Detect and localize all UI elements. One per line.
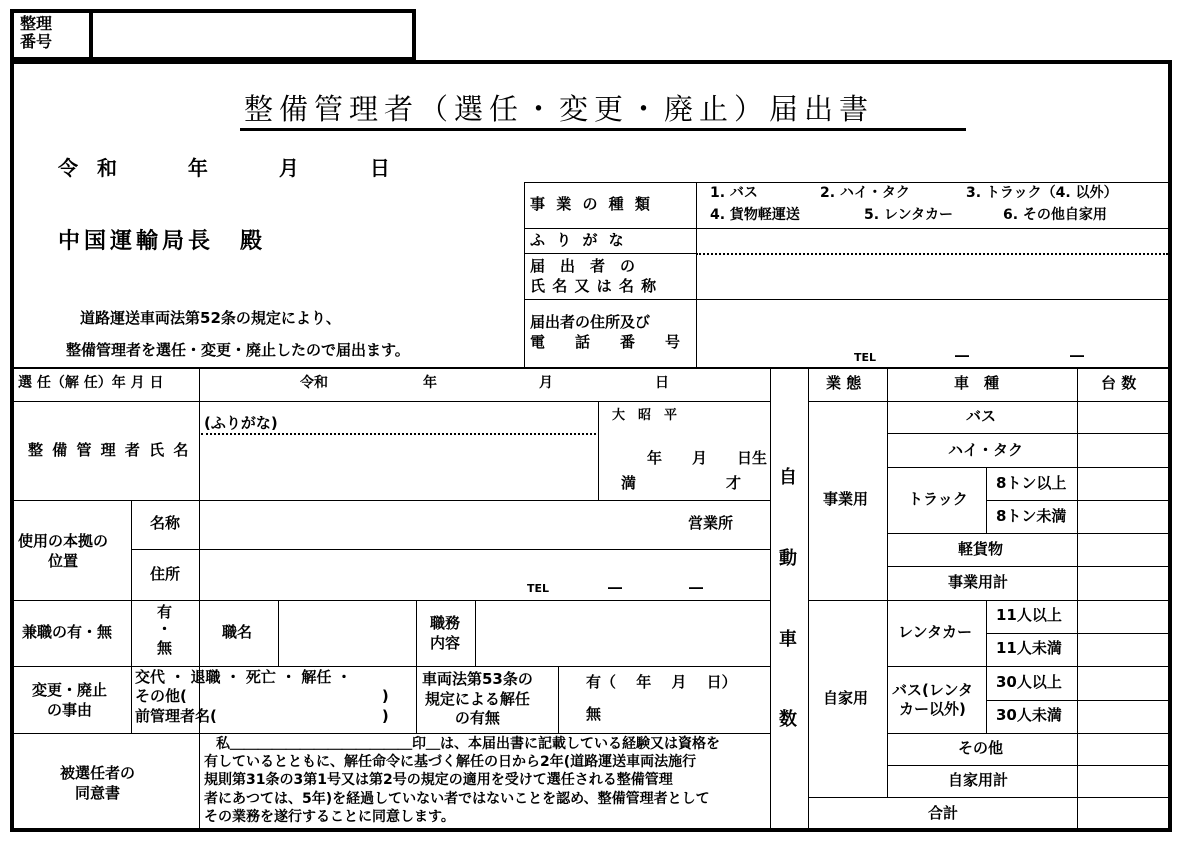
statement-line-1: 道路運送車両法第52条の規定により、	[80, 309, 341, 327]
veh-over30: 30人以上	[996, 673, 1062, 691]
side-job-no: 無	[157, 639, 173, 657]
applicant-label-2: 氏 名 又 は 名 称	[530, 277, 658, 295]
manager-birth: 年 月 日生	[647, 449, 768, 467]
base-address-label: 住所	[150, 565, 181, 583]
veh-private-total: 自家用計	[948, 771, 1009, 789]
appointment-month: 月	[539, 375, 553, 391]
col-type-header: 車 種	[954, 374, 1000, 392]
col-sidejob-1	[278, 600, 279, 666]
change-reason-line1: 交代 ・ 退職 ・ 死亡 ・ 解任 ・	[135, 668, 352, 686]
veh-line-rent11	[986, 633, 1168, 634]
col-vehicle-count	[1077, 367, 1078, 828]
veh-bus-nonrental: バス(レンタ カー以外)	[892, 681, 973, 718]
veh-line-bus30	[986, 700, 1168, 701]
veh-truck: トラック	[908, 490, 968, 508]
consent-label: 被選任者の 同意書	[60, 764, 136, 802]
col-main-right	[770, 367, 771, 828]
veh-rental: レンタカー	[898, 623, 973, 641]
col-business-header: 業 態	[826, 374, 862, 392]
address-label-1: 届出者の住所及び	[530, 313, 651, 331]
art53-no: 無	[586, 705, 602, 723]
veh-over11: 11人以上	[996, 606, 1062, 624]
change-reason-line3: 前管理者名( )	[135, 707, 389, 725]
manager-eras: 大 昭 平	[612, 408, 678, 423]
business-type-label: 事 業 の 種 類	[530, 195, 653, 213]
tel-label-base: TEL	[527, 582, 550, 595]
manager-name-label: 整 備 管 理 者 氏 名	[28, 441, 191, 459]
side-job-yes: 有	[157, 603, 173, 621]
veh-light-cargo: 軽貨物	[958, 540, 1004, 558]
veh-truck-under8: 8トン未満	[996, 507, 1067, 525]
veh-line-truck	[887, 533, 1168, 534]
info-mid-border	[696, 182, 697, 368]
consent-text-1: 私＿＿＿＿＿＿＿＿＿＿＿＿＿印＿は、本届出書に記載している経験又は資格を	[216, 736, 720, 752]
col-era	[598, 401, 599, 500]
veh-under11: 11人未満	[996, 639, 1062, 657]
furigana-dotted-line	[696, 253, 1168, 255]
manager-furigana: (ふりがな)	[204, 414, 278, 432]
consent-text-3: 規則第31条の3第1号又は第2号の規定の適用を受けて選任される整備管理	[204, 772, 673, 788]
vehicle-side-char-4: 数	[779, 709, 797, 730]
consent-text-5: その業務を遂行することに同意します。	[204, 809, 455, 825]
appointment-reiwa: 令和	[300, 375, 328, 391]
row-line-change	[14, 733, 770, 734]
veh-line-busnr	[887, 733, 1168, 734]
col-sidejob-3	[475, 600, 476, 666]
info-left-border	[524, 182, 525, 368]
side-job-dot: ・	[157, 620, 173, 638]
base-office-suffix: 営業所	[688, 514, 734, 532]
col-art53	[558, 666, 559, 733]
addressee: 中国運輸局長 殿	[58, 229, 267, 254]
change-reason-label: 変更・廃止 の事由	[32, 681, 108, 719]
row-line-veh-head	[808, 401, 1168, 402]
veh-line-truck8	[986, 500, 1168, 501]
veh-line-rental	[887, 666, 1168, 667]
date-line: 令 和 年 月 日	[58, 156, 396, 180]
tel-dash-1-base: ―	[608, 580, 622, 596]
veh-grand-total: 合計	[928, 804, 959, 822]
row-line-meisho	[131, 549, 770, 550]
base-name-label: 名称	[150, 514, 181, 532]
seiri-divider	[89, 9, 93, 61]
veh-hire-taxi: ハイ・タク	[948, 441, 1024, 459]
art53-label: 車両法第53条の 規定による解任 の有無	[422, 670, 533, 727]
info-line-3	[524, 299, 1168, 300]
consent-text-4: 者にあつては、5年)を経過していない者ではないことを認め、整備管理者として	[204, 791, 710, 807]
furigana-label: ふ り が な	[530, 231, 627, 249]
veh-line-other	[887, 765, 1168, 766]
info-top-border	[524, 182, 1168, 183]
tel-dash-2-base: ―	[689, 580, 703, 596]
appointment-year: 年	[423, 375, 437, 391]
business-use-label: 事業用	[823, 490, 869, 508]
veh-truck-over8: 8トン以上	[996, 474, 1067, 492]
seiri-box	[10, 9, 416, 61]
row-line-date	[14, 401, 770, 402]
tel-dash-1-top: ―	[955, 348, 969, 364]
tel-dash-2-top: ―	[1070, 348, 1084, 364]
appointment-date-label: 選 任（解 任）年 月 日	[18, 375, 164, 391]
vehicle-side-char-3: 車	[779, 629, 797, 650]
applicant-label-1: 届 出 者 の	[530, 257, 636, 275]
vehicle-side-char-2: 動	[779, 548, 797, 569]
row-line-name	[14, 500, 770, 501]
art53-yes: 有（ 年 月 日）	[586, 673, 737, 691]
info-line-2-left	[524, 253, 696, 254]
side-job-duties-label: 職務 内容	[430, 614, 461, 652]
side-job-label: 兼職の有・無	[22, 623, 113, 641]
tel-label-top: TEL	[854, 351, 877, 364]
side-job-title-label: 職名	[222, 623, 253, 641]
row-line-sidejob	[14, 666, 770, 667]
address-label-2: 電 話 番 号	[530, 333, 681, 351]
base-location-label: 使用の本拠の 位置	[18, 532, 109, 571]
info-line-1	[524, 228, 1168, 229]
col-vehicle-side	[808, 367, 809, 828]
col-date-label	[199, 367, 200, 828]
row-top	[14, 367, 1168, 369]
consent-text-2: 有しているとともに、解任命令に基づく解任の日から2年(道路運送車両法施行	[204, 754, 697, 770]
veh-line-light	[887, 566, 1168, 567]
business-type-opt4: 4. 貨物軽運送	[710, 207, 800, 223]
vehicle-side-char-1: 自	[779, 467, 797, 488]
veh-line-biztotal	[808, 600, 1168, 601]
business-type-opt3: 3. トラック（4. 以外）	[966, 185, 1118, 201]
private-use-label: 自家用	[823, 689, 869, 707]
business-type-opt5: 5. レンタカー	[864, 207, 954, 223]
veh-other: その他	[958, 739, 1004, 757]
appointment-day: 日	[655, 375, 669, 391]
col-base-sub	[131, 500, 132, 733]
title-underline	[240, 128, 966, 131]
veh-line-bus	[887, 433, 1168, 434]
row-line-base	[14, 600, 770, 601]
page-title: 整備管理者（選任・変更・廃止）届出書	[244, 92, 875, 126]
veh-bus: バス	[966, 407, 997, 425]
business-type-opt1: 1. バス	[710, 185, 758, 201]
manager-age: 満 才	[621, 474, 742, 492]
statement-line-2: 整備管理者を選任・変更・廃止したので届出ます。	[66, 341, 410, 359]
veh-line-taxi	[887, 467, 1168, 468]
seiri-bango-label: 整理 番号	[20, 14, 53, 52]
business-type-opt2: 2. ハイ・タク	[820, 185, 910, 201]
manager-furigana-line	[201, 433, 596, 435]
change-reason-line2: その他( )	[135, 687, 389, 705]
veh-under30: 30人未満	[996, 706, 1062, 724]
col-sidejob-2	[416, 600, 417, 733]
col-count-header: 台 数	[1101, 374, 1137, 392]
business-type-opt6: 6. その他自家用	[1003, 207, 1107, 223]
veh-business-total: 事業用計	[948, 573, 1009, 591]
veh-line-privtotal	[808, 797, 1168, 798]
